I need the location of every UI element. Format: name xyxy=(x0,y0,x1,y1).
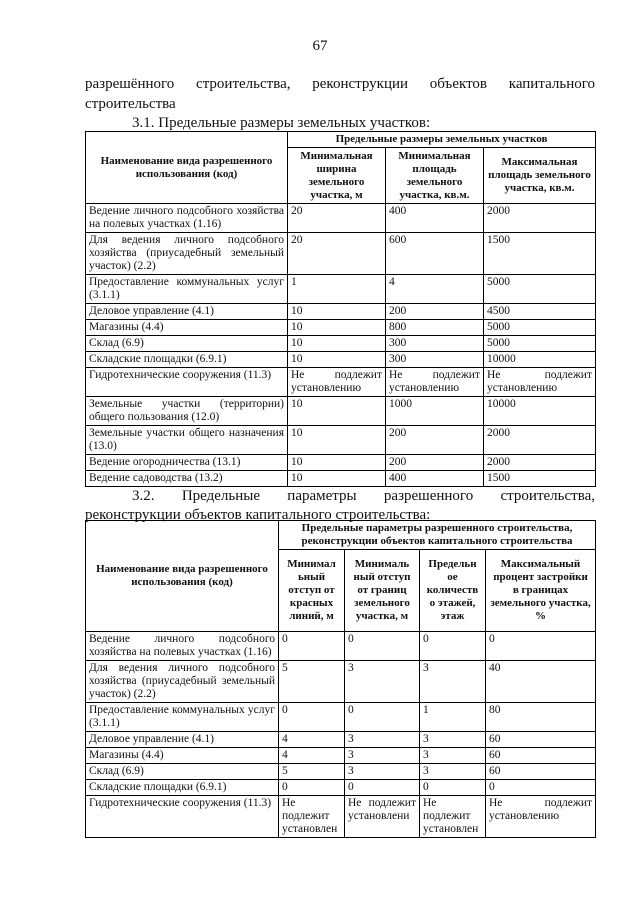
table-row xyxy=(86,426,596,455)
use-type-cell: Для ведения личного подсобного хозяйства (приусадебный земельный участок) (2.2) xyxy=(86,661,279,703)
value-cell: 1500 xyxy=(484,233,596,275)
use-type-cell: Деловое управление (4.1) xyxy=(86,732,279,748)
use-type-cell: Ведение садоводства (13.2) xyxy=(86,471,288,487)
section1-heading: 3.1. Предельные размеры земельных участков: xyxy=(132,115,431,131)
value-cell: 0 xyxy=(420,632,486,661)
value-cell: 5000 xyxy=(484,336,596,352)
section2-heading-line-2: реконструкции объектов капитального строительства: xyxy=(85,507,431,523)
value-cell: 10 xyxy=(288,471,386,487)
value-cell: 0 xyxy=(420,780,486,796)
value-cell: 10 xyxy=(288,397,386,426)
table-row xyxy=(86,233,596,275)
value-cell: 0 xyxy=(486,780,596,796)
column-header: Минимальная площадь земельного участка, кв.м. xyxy=(386,148,484,204)
value-cell: Не подлежит установлению xyxy=(484,368,596,397)
name-column-header: Наименование вида разрешенного использования (код) xyxy=(86,521,279,632)
value-cell: 2000 xyxy=(484,455,596,471)
use-type-cell: Ведение личного подсобного хозяйства на полевых участках (1.16) xyxy=(86,204,288,233)
table-row xyxy=(86,471,596,487)
table-row xyxy=(86,703,596,732)
value-cell: 20 xyxy=(288,233,386,275)
value-cell: 0 xyxy=(345,703,420,732)
section2-heading-line-1: 3.2. Предельные параметры разрешенного строительства, xyxy=(132,488,595,504)
value-cell: 4500 xyxy=(484,304,596,320)
value-cell: 3 xyxy=(345,661,420,703)
land-plot-size-table xyxy=(85,131,596,487)
value-cell: 0 xyxy=(279,632,345,661)
column-header: Максимальный процент застройки в границах земельного участка, % xyxy=(486,550,596,632)
value-cell: 80 xyxy=(486,703,596,732)
value-cell: 2000 xyxy=(484,426,596,455)
value-cell: 20 xyxy=(288,204,386,233)
value-cell: 800 xyxy=(386,320,484,336)
column-header: Минимал ьный отступ от красных линий, м xyxy=(279,550,345,632)
value-cell: 4 xyxy=(279,732,345,748)
value-cell: 10 xyxy=(288,320,386,336)
value-cell: 3 xyxy=(420,748,486,764)
table-row xyxy=(86,748,596,764)
value-cell: 5000 xyxy=(484,275,596,304)
value-cell: 300 xyxy=(386,336,484,352)
use-type-cell: Предоставление коммунальных услуг (3.1.1) xyxy=(86,703,279,732)
use-type-cell: Ведение огородничества (13.1) xyxy=(86,455,288,471)
value-cell: 200 xyxy=(386,455,484,471)
table-row xyxy=(86,732,596,748)
column-header: Минимальная ширина земельного участка, м xyxy=(288,148,386,204)
value-cell: 0 xyxy=(345,780,420,796)
value-cell: 10000 xyxy=(484,397,596,426)
value-cell: 1500 xyxy=(484,471,596,487)
value-cell: 3 xyxy=(420,732,486,748)
page-number: 67 xyxy=(312,38,328,54)
value-cell: Не подлежит установлени xyxy=(345,796,420,838)
value-cell: 10000 xyxy=(484,352,596,368)
value-cell: 200 xyxy=(386,304,484,320)
column-header: Минималь ный отступ от границ земельного участка, м xyxy=(345,550,420,632)
value-cell: 0 xyxy=(486,632,596,661)
value-cell: Не подлежит установлен xyxy=(420,796,486,838)
value-cell: 0 xyxy=(279,780,345,796)
use-type-cell: Гидротехнические сооружения (11.3) xyxy=(86,368,288,397)
value-cell: 10 xyxy=(288,304,386,320)
value-cell: 2000 xyxy=(484,204,596,233)
table-row xyxy=(86,661,596,703)
value-cell: 5 xyxy=(279,661,345,703)
table-row xyxy=(86,796,596,838)
value-cell: 60 xyxy=(486,764,596,780)
intro-line-1: разрешённого строительства, реконструкции объектов капитального xyxy=(85,76,595,92)
use-type-cell: Гидротехнические сооружения (11.3) xyxy=(86,796,279,838)
value-cell: Не подлежит установлению xyxy=(386,368,484,397)
construction-parameters-table xyxy=(85,520,596,838)
use-type-cell: Складские площадки (6.9.1) xyxy=(86,780,279,796)
value-cell: 3 xyxy=(345,748,420,764)
use-type-cell: Склад (6.9) xyxy=(86,336,288,352)
table-row xyxy=(86,764,596,780)
use-type-cell: Ведение личного подсобного хозяйства на полевых участках (1.16) xyxy=(86,632,279,661)
value-cell: Не подлежит установлен xyxy=(279,796,345,838)
value-cell: 60 xyxy=(486,732,596,748)
value-cell: 0 xyxy=(279,703,345,732)
value-cell: 3 xyxy=(420,661,486,703)
value-cell: 600 xyxy=(386,233,484,275)
use-type-cell: Для ведения личного подсобного хозяйства (приусадебный земельный участок) (2.2) xyxy=(86,233,288,275)
table-row xyxy=(86,352,596,368)
value-cell: 200 xyxy=(386,426,484,455)
value-cell: Не подлежит установлению xyxy=(486,796,596,838)
value-cell: 3 xyxy=(345,764,420,780)
value-cell: 10 xyxy=(288,336,386,352)
use-type-cell: Складские площадки (6.9.1) xyxy=(86,352,288,368)
table-row xyxy=(86,455,596,471)
use-type-cell: Магазины (4.4) xyxy=(86,748,279,764)
use-type-cell: Склад (6.9) xyxy=(86,764,279,780)
value-cell: 10 xyxy=(288,426,386,455)
table-row xyxy=(86,368,596,397)
use-type-cell: Земельные участки общего назначения (13.0) xyxy=(86,426,288,455)
value-cell: 1 xyxy=(420,703,486,732)
column-header: Максимальная площадь земельного участка, кв.м. xyxy=(484,148,596,204)
value-cell: 3 xyxy=(345,732,420,748)
value-cell: 300 xyxy=(386,352,484,368)
use-type-cell: Предоставление коммунальных услуг (3.1.1) xyxy=(86,275,288,304)
value-cell: 3 xyxy=(420,764,486,780)
value-cell: Не подлежит установлению xyxy=(288,368,386,397)
table-row xyxy=(86,336,596,352)
value-cell: 1000 xyxy=(386,397,484,426)
value-cell: 0 xyxy=(345,632,420,661)
value-cell: 5 xyxy=(279,764,345,780)
column-header: Предельн ое количеств о этажей, этаж xyxy=(420,550,486,632)
table-row xyxy=(86,204,596,233)
table-row xyxy=(86,320,596,336)
name-column-header: Наименование вида разрешенного использования (код) xyxy=(86,132,288,204)
value-cell: 4 xyxy=(386,275,484,304)
value-cell: 10 xyxy=(288,455,386,471)
value-cell: 400 xyxy=(386,204,484,233)
use-type-cell: Деловое управление (4.1) xyxy=(86,304,288,320)
value-cell: 4 xyxy=(279,748,345,764)
table-row xyxy=(86,632,596,661)
table-row xyxy=(86,275,596,304)
intro-line-2: строительства xyxy=(85,96,176,112)
value-cell: 40 xyxy=(486,661,596,703)
value-cell: 1 xyxy=(288,275,386,304)
table-row xyxy=(86,780,596,796)
table-row xyxy=(86,304,596,320)
use-type-cell: Магазины (4.4) xyxy=(86,320,288,336)
table-row xyxy=(86,397,596,426)
value-cell: 5000 xyxy=(484,320,596,336)
group-header: Предельные размеры земельных участков xyxy=(288,132,596,148)
value-cell: 60 xyxy=(486,748,596,764)
group-header: Предельные параметры разрешенного строительства, реконструкции объектов капитального строительства xyxy=(279,521,596,550)
value-cell: 400 xyxy=(386,471,484,487)
use-type-cell: Земельные участки (территории) общего пользования (12.0) xyxy=(86,397,288,426)
value-cell: 10 xyxy=(288,352,386,368)
